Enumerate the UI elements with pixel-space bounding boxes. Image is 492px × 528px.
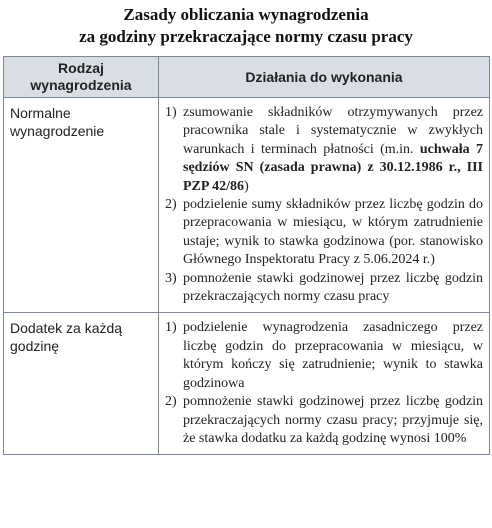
step-number: 2) (165, 394, 177, 410)
steps-list (165, 319, 483, 448)
category-label: Dodatek za każdą godzinę (10, 320, 123, 355)
header-payment-type: Rodzaj wynagrodzenia (4, 57, 159, 98)
list-item (165, 196, 483, 270)
step-text: pomnożenie stawki godzinowej przez liczbę godzin przekraczających normy czasu pracy; przyjmuje się, że stawka dodatku za każdą godzinę wynosi 100% (183, 394, 483, 446)
header-actions: Działania do wykonania (159, 57, 490, 98)
list-item (165, 270, 483, 307)
table-row (4, 313, 490, 455)
table-header-row (4, 57, 490, 98)
steps-cell (159, 313, 490, 455)
step-number: 1) (165, 320, 177, 336)
category-cell (4, 313, 159, 455)
rules-table (3, 56, 490, 455)
step-text: podzielenie sumy składników przez liczbę godzin do przepracowania w miesiącu, w którym zatrudnienie ustaje; wynik to stawka godzinowa (por. stanowisko Głównego Inspektoratu Pracy z 5.06.2024 r.) (183, 197, 483, 268)
table-row (4, 98, 490, 313)
document-title (0, 4, 492, 48)
steps-list (165, 104, 483, 306)
list-item (165, 393, 483, 448)
step-number: 2) (165, 197, 177, 213)
step-text: podzielenie wynagrodzenia zasadniczego przez liczbę godzin do przepracowania w miesiącu, w którym kończy się zatrudnienie; wynik to stawka godzinowa (183, 320, 483, 391)
category-cell (4, 98, 159, 313)
category-label: Normalne wynagrodzenie (10, 105, 105, 139)
title-line-1: Zasady obliczania wynagrodzenia (123, 5, 369, 24)
step-text: pomnożenie stawki godzinowej przez liczbę godzin przekraczających normy czasu pracy (183, 270, 483, 305)
step-number: 1) (165, 105, 177, 120)
step-text: zsumowanie składników otrzymywanych przez pracownika stale i systematycznie w zwykłych warunkach i terminach płatności (m.in. (183, 105, 483, 157)
steps-cell (159, 98, 490, 313)
step-text-bold: uchwała 7 sędziów SN (zasada prawna) z 30.12.1986 r., III PZP 42/86 (183, 141, 483, 194)
list-item (165, 319, 483, 393)
step-number: 3) (165, 270, 177, 286)
title-line-2: za godziny przekraczające normy czasu pracy (79, 27, 413, 46)
list-item (165, 104, 483, 196)
step-text-end: ) (244, 178, 249, 194)
